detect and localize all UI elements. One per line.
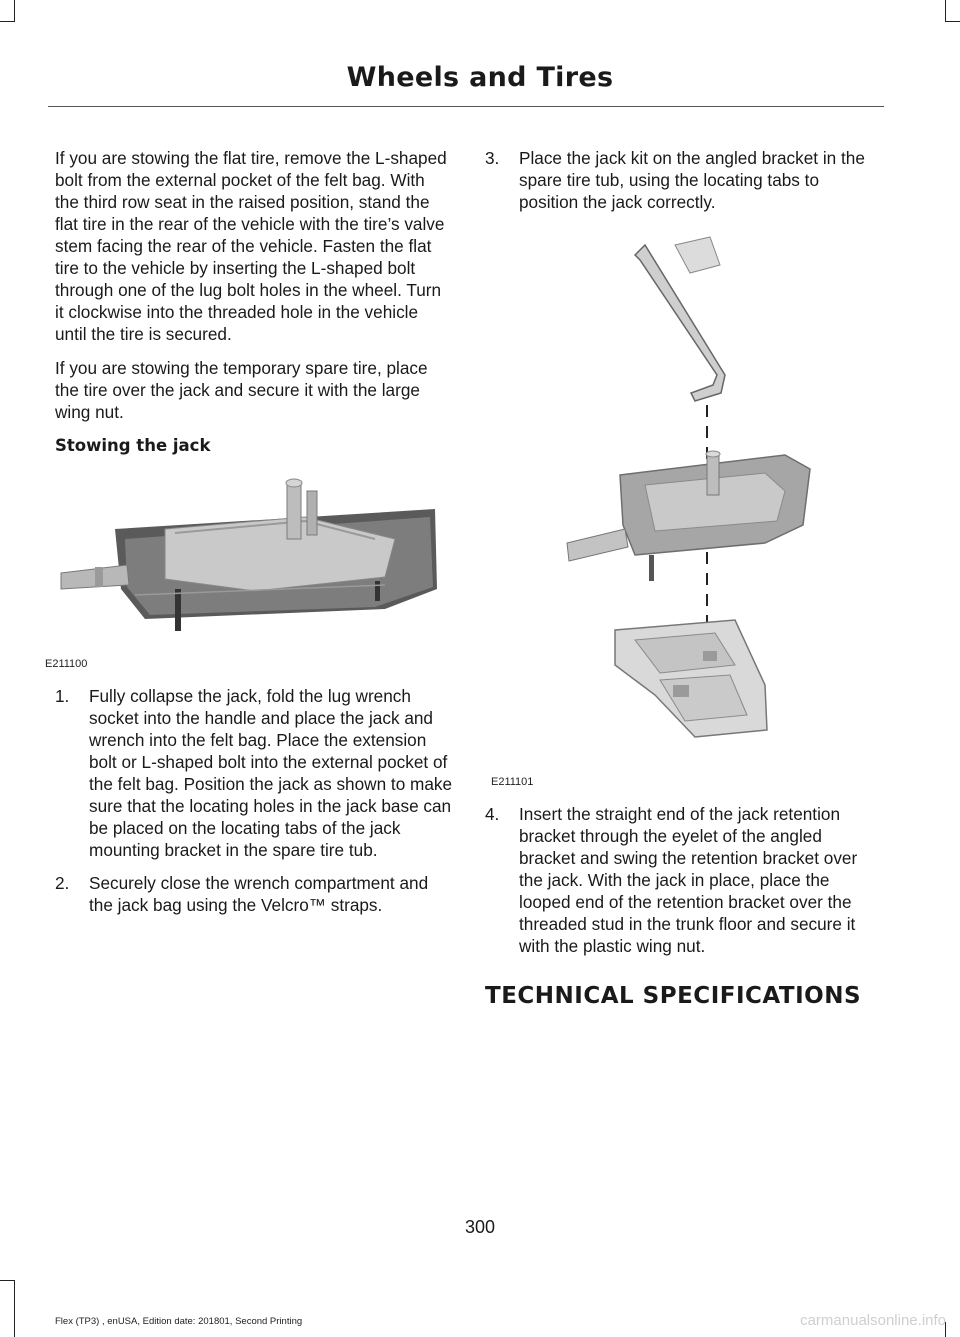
paragraph-spare-tire: If you are stowing the temporary spare tire, place the tire over the jack and secure it with the large wing nut. — [55, 358, 428, 422]
crop-mark — [0, 21, 15, 22]
step-1 — [55, 685, 453, 861]
step-4 — [485, 803, 883, 957]
crop-mark — [0, 1280, 15, 1281]
left-column — [45, 147, 453, 927]
right-column — [485, 147, 883, 1007]
step-number: 2. — [55, 873, 70, 893]
footer-edition-info: Flex (TP3) , enUSA, Edition date: 201801, Second Printing — [55, 1316, 303, 1327]
watermark: carmanualsonline.info — [800, 1312, 946, 1329]
figure-jack-bag — [45, 469, 445, 670]
step-number: 1. — [55, 686, 70, 706]
figure-code: E211101 — [491, 776, 534, 788]
page-number: 300 — [464, 1217, 496, 1237]
crop-mark — [945, 21, 960, 22]
crop-mark — [14, 1280, 15, 1337]
page-title: Wheels and Tires — [346, 62, 614, 93]
figure-jack-mounting — [485, 225, 883, 788]
step-text: Insert the straight end of the jack retention bracket through the eyelet of the angled bracket and swing the retention bracket over the jack. With the jack in place, place the looped end of the retention bracket over the threaded stud in the trunk floor and secure it with the plastic wing nut. — [519, 804, 858, 956]
step-number: 3. — [485, 148, 500, 168]
jack-bag-illustration — [55, 469, 445, 647]
step-text: Fully collapse the jack, fold the lug wrench socket into the handle and place the jack and wrench into the felt bag. Place the extension bolt or L-shaped bolt into the external pocket of the felt bag. Position the jack as shown to make sure that the locating holes in the jack base can be placed on the locating tabs of the jack mounting bracket in the spare tire tub. — [89, 686, 453, 860]
jack-mounting-illustration — [485, 225, 883, 765]
header-divider — [48, 106, 884, 107]
step-text: Securely close the wrench compartment and the jack bag using the Velcro™ straps. — [89, 873, 429, 915]
step-2 — [55, 872, 453, 916]
step-text: Place the jack kit on the angled bracket in the spare tire tub, using the locating tabs to position the jack correctly. — [519, 148, 865, 212]
paragraph-flat-tire: If you are stowing the flat tire, remove the L-shaped bolt from the external pocket of the felt bag. With the third row seat in the raised position, stand the flat tire in the rear of the vehicle with the tire’s valve stem facing the rear of the vehicle. Fasten the flat tire to the vehicle by inserting the L-shaped bolt through one of the lug bolt holes in the wheel. Turn it clockwise into the threaded hole in the vehicle until the tire is secured. — [55, 148, 447, 344]
crop-mark — [14, 0, 15, 22]
figure-code: E211100 — [45, 658, 88, 670]
step-3 — [485, 147, 883, 213]
step-number: 4. — [485, 804, 500, 824]
section-title-technical-specifications: TECHNICAL SPECIFICATIONS — [485, 983, 862, 1009]
subheading-stowing-jack: Stowing the jack — [55, 436, 211, 455]
crop-mark — [945, 0, 946, 22]
